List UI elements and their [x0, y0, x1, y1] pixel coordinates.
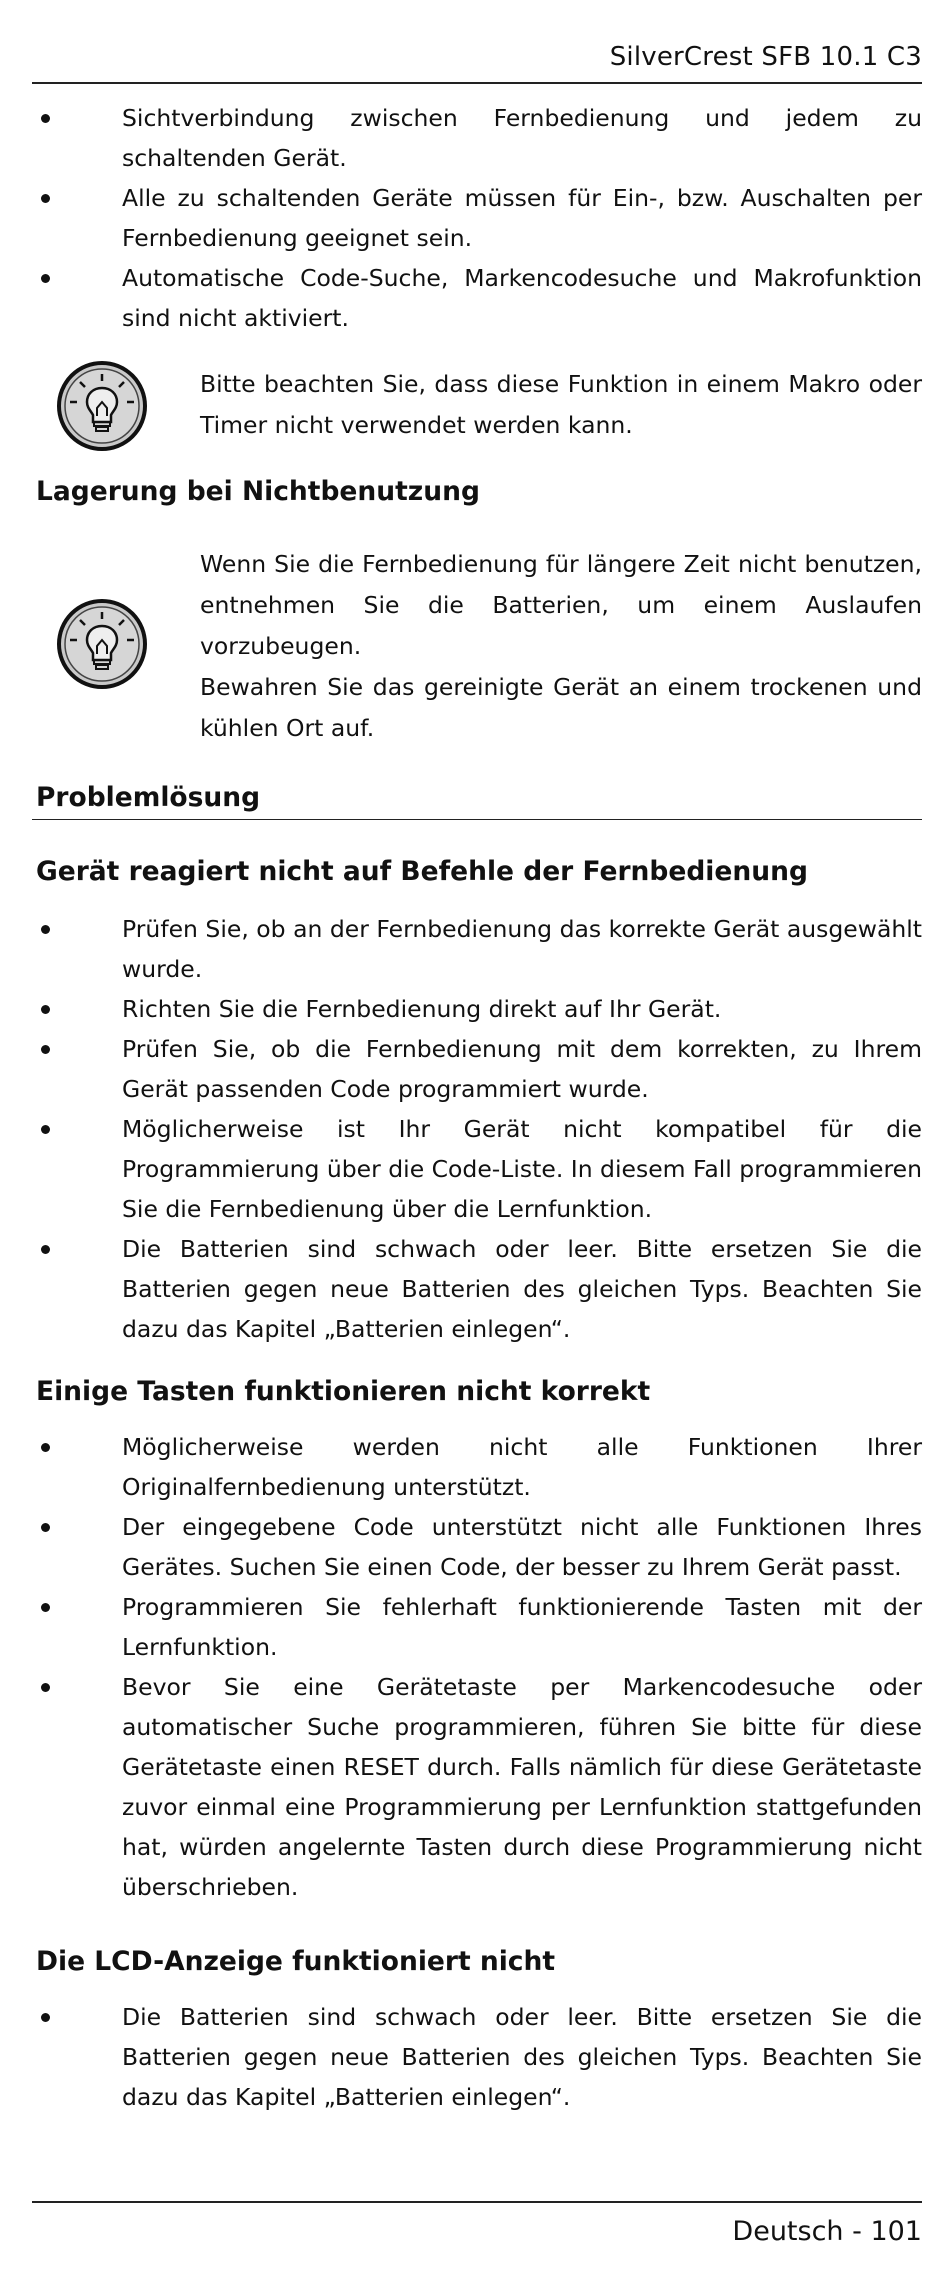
- list-item: Prüfen Sie, ob an der Fernbedienung das korrekte Gerät ausgewählt wurde.: [32, 909, 922, 989]
- bullet-icon: [41, 2013, 50, 2022]
- list-item: Richten Sie die Fernbedienung direkt auf Ihr Gerät.: [32, 989, 922, 1029]
- section-rule: [32, 819, 922, 820]
- lightbulb-icon: [56, 598, 148, 690]
- keys-bullet-list: [32, 1427, 922, 1907]
- list-item: Automatische Code-Suche, Markencodesuche und Makrofunktion sind nicht aktiviert.: [32, 258, 922, 338]
- bullet-icon: [41, 925, 50, 934]
- list-item: Sichtverbindung zwischen Fernbedienung und jedem zu schaltenden Gerät.: [32, 98, 922, 178]
- note-box: [32, 358, 922, 458]
- list-item: Der eingegebene Code unterstützt nicht alle Funktionen Ihres Gerätes. Suchen Sie einen Code, der besser zu Ihrem Gerät passt.: [32, 1507, 922, 1587]
- list-item: Die Batterien sind schwach oder leer. Bitte ersetzen Sie die Batterien gegen neue Batterien des gleichen Typs. Beachten Sie dazu das Kapitel „Batterien einlegen“.: [32, 1229, 922, 1349]
- bullet-icon: [41, 1005, 50, 1014]
- note-text: Bitte beachten Sie, dass diese Funktion in einem Makro oder Timer nicht verwendet werden kann.: [200, 370, 922, 439]
- list-item: Prüfen Sie, ob die Fernbedienung mit dem korrekten, zu Ihrem Gerät passenden Code programmiert wurde.: [32, 1029, 922, 1109]
- lcd-bullet-list: [32, 1997, 922, 2117]
- bullet-icon: [41, 194, 50, 203]
- list-item: Alle zu schaltenden Geräte müssen für Ein-, bzw. Auschalten per Fernbedienung geeignet sein.: [32, 178, 922, 258]
- bullet-icon: [41, 114, 50, 123]
- storage-paragraph: Bewahren Sie das gereinigte Gerät an einem trockenen und kühlen Ort auf.: [200, 673, 922, 742]
- lightbulb-icon: [56, 360, 148, 452]
- bullet-icon: [41, 1245, 50, 1254]
- bullet-icon: [41, 1683, 50, 1692]
- header-title: SilverCrest SFB 10.1 C3: [609, 42, 922, 72]
- list-item: Programmieren Sie fehlerhaft funktionierende Tasten mit der Lernfunktion.: [32, 1587, 922, 1667]
- bullet-icon: [41, 1045, 50, 1054]
- section-heading-storage: Lagerung bei Nichtbenutzung: [36, 476, 480, 507]
- bullet-icon: [41, 1523, 50, 1532]
- list-item: Möglicherweise ist Ihr Gerät nicht kompatibel für die Programmierung über die Code-Liste. In diesem Fall programmieren Sie die Fernbedienung über die Lernfunktion.: [32, 1109, 922, 1229]
- footer-rule: [32, 2201, 922, 2203]
- subsection-heading-lcd: Die LCD-Anzeige funktioniert nicht: [36, 1946, 556, 1977]
- storage-paragraph: Wenn Sie die Fernbedienung für längere Zeit nicht benutzen, entnehmen Sie die Batterien, um einem Auslaufen vorzubeugen.: [200, 550, 922, 660]
- subsection-heading-keys: Einige Tasten funktionieren nicht korrekt: [36, 1376, 651, 1407]
- bullet-icon: [41, 1603, 50, 1612]
- section-heading-troubleshooting: Problemlösung: [36, 782, 261, 813]
- list-item: Möglicherweise werden nicht alle Funktionen Ihrer Originalfernbedienung unterstützt.: [32, 1427, 922, 1507]
- storage-note-box: [32, 540, 922, 750]
- no-response-bullet-list: [32, 909, 922, 1349]
- page-number: Deutsch - 101: [732, 2216, 922, 2247]
- subsection-heading-no-response: Gerät reagiert nicht auf Befehle der Fernbedienung: [36, 856, 808, 887]
- bullet-icon: [41, 274, 50, 283]
- list-item: Die Batterien sind schwach oder leer. Bitte ersetzen Sie die Batterien gegen neue Batterien des gleichen Typs. Beachten Sie dazu das Kapitel „Batterien einlegen“.: [32, 1997, 922, 2117]
- header-rule: [32, 82, 922, 84]
- bullet-icon: [41, 1443, 50, 1452]
- intro-bullet-list: [32, 98, 922, 338]
- bullet-icon: [41, 1125, 50, 1134]
- list-item: Bevor Sie eine Gerätetaste per Markencodesuche oder automatischer Suche programmieren, führen Sie bitte für diese Gerätetaste einen RESET durch. Falls nämlich für diese Gerätetaste zuvor einmal eine Programmierung per Lernfunktion stattgefunden hat, würden angelernte Tasten durch diese Programmierung nicht überschrieben.: [32, 1667, 922, 1907]
- storage-note-text: [200, 544, 922, 749]
